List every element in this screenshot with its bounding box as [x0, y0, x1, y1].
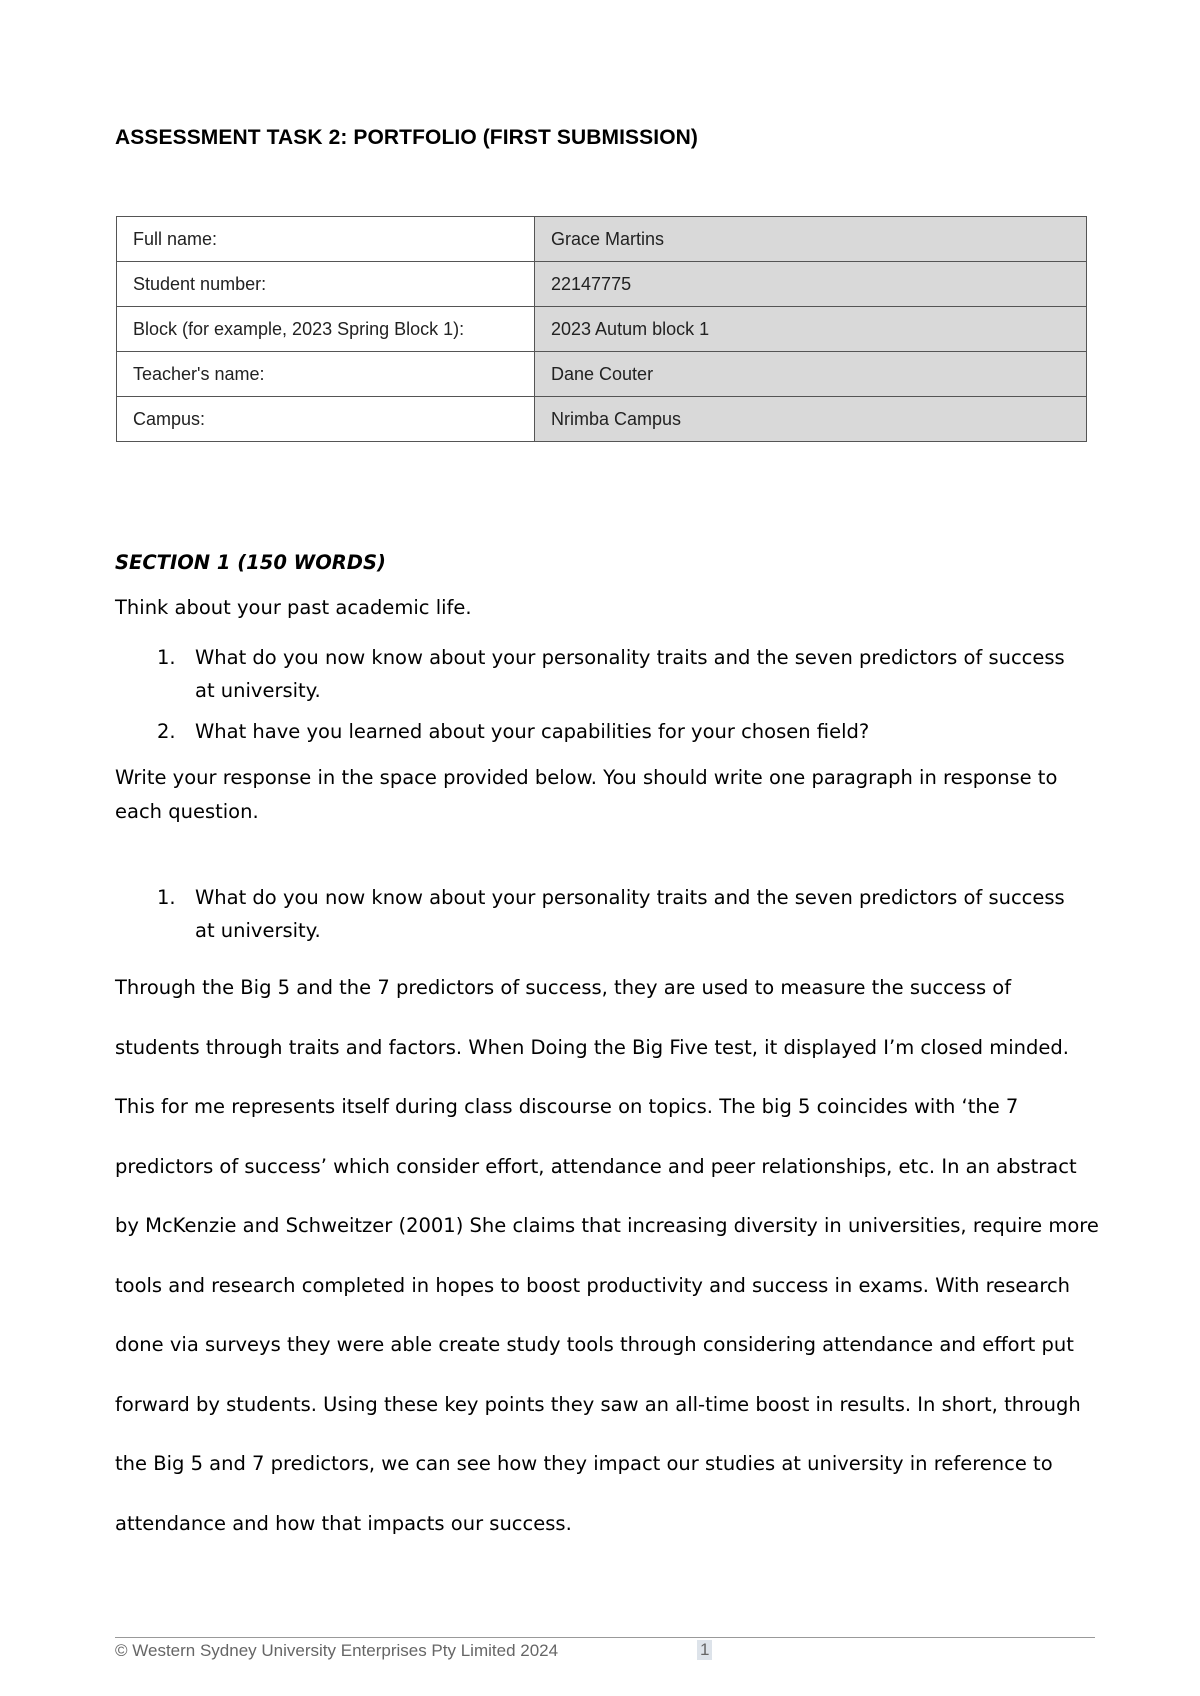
- instruction-text: Write your response in the space provided below. You should write one paragraph in response to each question.: [115, 766, 1058, 823]
- table-row: [117, 217, 1087, 262]
- teacher-name-label: Teacher's name:: [117, 352, 535, 397]
- campus-value[interactable]: Nrimba Campus: [535, 397, 1087, 442]
- block-value[interactable]: 2023 Autum block 1: [535, 307, 1087, 352]
- section-intro: Think about your past academic life.: [115, 596, 472, 619]
- question-text: What do you now know about your personality traits and the seven predictors of success at university.: [195, 646, 1065, 702]
- list-item: [115, 881, 1085, 947]
- footer-divider: [115, 1637, 1095, 1638]
- list-item: [115, 715, 1085, 748]
- teacher-name-value[interactable]: Dane Couter: [535, 352, 1087, 397]
- document-title: ASSESSMENT TASK 2: PORTFOLIO (FIRST SUBMISSION): [115, 126, 698, 149]
- question-text: What do you now know about your personality traits and the seven predictors of success at university.: [195, 886, 1065, 942]
- answer-question-list: [115, 881, 1085, 947]
- section-heading: SECTION 1 (150 WORDS): [115, 551, 386, 574]
- student-info-table: [116, 216, 1087, 442]
- table-row: [117, 397, 1087, 442]
- student-number-value[interactable]: 22147775: [535, 262, 1087, 307]
- footer-copyright: © Western Sydney University Enterprises Pty Limited 2024: [115, 1641, 559, 1660]
- list-item: [115, 641, 1085, 707]
- full-name-label: Full name:: [117, 217, 535, 262]
- full-name-value[interactable]: Grace Martins: [535, 217, 1087, 262]
- block-label: Block (for example, 2023 Spring Block 1):: [117, 307, 535, 352]
- student-number-label: Student number:: [117, 262, 535, 307]
- table-row: [117, 352, 1087, 397]
- question-text: What have you learned about your capabilities for your chosen field?: [195, 720, 870, 743]
- question-list: [115, 641, 1085, 756]
- table-row: [117, 262, 1087, 307]
- list-number: 1.: [157, 886, 176, 909]
- list-number: 2.: [157, 720, 176, 743]
- page-number: 1: [697, 1640, 712, 1660]
- answer-paragraph[interactable]: Through the Big 5 and the 7 predictors of success, they are used to measure the success of students through traits and factors. When Doing the Big Five test, it displayed I’m closed minded. This for me represents itself during class discourse on topics. The big 5 coincides with ‘the 7 predictors of success’ which consider effort, attendance and peer relationships, etc. In an abstract by McKenzie and Schweitzer (2001) She claims that increasing diversity in universities, require more tools and research completed in hopes to boost productivity and success in exams. With research done via surveys they were able create study tools through considering attendance and effort put forward by students. Using these key points they saw an all-time boost in results. In short, through the Big 5 and 7 predictors, we can see how they impact our studies at university in reference to attendance and how that impacts our success.: [115, 976, 1099, 1535]
- campus-label: Campus:: [117, 397, 535, 442]
- table-row: [117, 307, 1087, 352]
- list-number: 1.: [157, 646, 176, 669]
